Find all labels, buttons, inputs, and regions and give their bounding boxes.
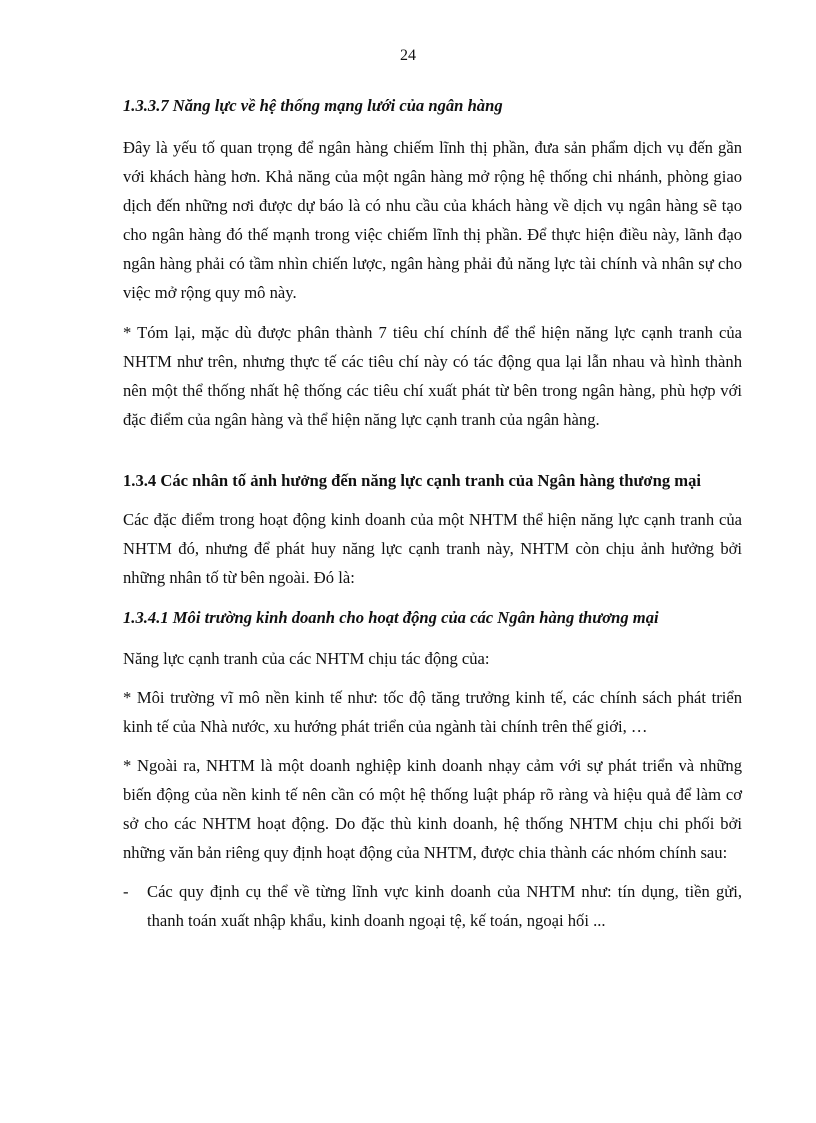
list-item	[123, 877, 742, 935]
paragraph-legal-system: * Ngoài ra, NHTM là một doanh nghiệp kinh doanh nhạy cảm với sự phát triển và những biến động của nền kinh tế nên cần có một hệ thống luật pháp rõ ràng và hiệu quả để làm cơ sở cho các NHTM hoạt động. Do đặc thù kinh doanh, hệ thống NHTM chịu chi phối bởi những văn bản riêng quy định hoạt động của NHTM, được chia thành các nhóm chính sau:	[123, 756, 742, 862]
heading-1-3-4: 1.3.4 Các nhân tố ảnh hưởng đến năng lực cạnh tranh của Ngân hàng thương mại	[123, 471, 701, 490]
paragraph-impact-intro: Năng lực cạnh tranh của các NHTM chịu tác động của:	[123, 649, 490, 668]
list-bullet: -	[123, 882, 129, 901]
paragraph-external-factors: Các đặc điểm trong hoạt động kinh doanh của một NHTM thể hiện năng lực cạnh tranh của NHTM đó, nhưng để phát huy năng lực cạnh tranh này, NHTM còn chịu ảnh hưởng bởi những nhân tố từ bên ngoài. Đó là:	[123, 510, 742, 587]
list-item-text: Các quy định cụ thể về từng lĩnh vực kinh doanh của NHTM như: tín dụng, tiền gửi, thanh toán xuất nhập khẩu, kinh doanh ngoại tệ, kế toán, ngoại hối ...	[147, 882, 742, 930]
heading-1-3-3-7: 1.3.3.7 Năng lực về hệ thống mạng lưới của ngân hàng	[123, 96, 503, 115]
paragraph-network-capacity: Đây là yếu tố quan trọng để ngân hàng chiếm lĩnh thị phần, đưa sản phẩm dịch vụ đến gần với khách hàng hơn. Khả năng của một ngân hàng mở rộng hệ thống chi nhánh, phòng giao dịch đến những nơi được dự báo là có nhu cầu của khách hàng về dịch vụ ngân hàng sẽ tạo cho ngân hàng đó thế mạnh trong việc chiếm lĩnh thị phần. Để thực hiện điều này, lãnh đạo ngân hàng phải có tầm nhìn chiến lược, ngân hàng phải đủ năng lực tài chính và nhân sự cho việc mở rộng quy mô này.	[123, 138, 742, 302]
paragraph-summary: * Tóm lại, mặc dù được phân thành 7 tiêu chí chính để thể hiện năng lực cạnh tranh của NHTM như trên, nhưng thực tế các tiêu chí này có tác động qua lại lẫn nhau và hình thành nên một thể thống nhất hệ thống các tiêu chí xuất phát từ bên trong ngân hàng, phù hợp với đặc điểm của ngân hàng và thể hiện năng lực cạnh tranh của ngân hàng.	[123, 323, 742, 429]
paragraph-macro-environment: * Môi trường vĩ mô nền kinh tế như: tốc độ tăng trưởng kinh tế, các chính sách phát triển kinh tế của Nhà nước, xu hướng phát triển của ngành tài chính trên thế giới, …	[123, 688, 742, 736]
page-content	[123, 92, 742, 935]
page-number: 24	[400, 47, 416, 64]
heading-1-3-4-1: 1.3.4.1 Môi trường kinh doanh cho hoạt động của các Ngân hàng thương mại	[123, 608, 659, 627]
